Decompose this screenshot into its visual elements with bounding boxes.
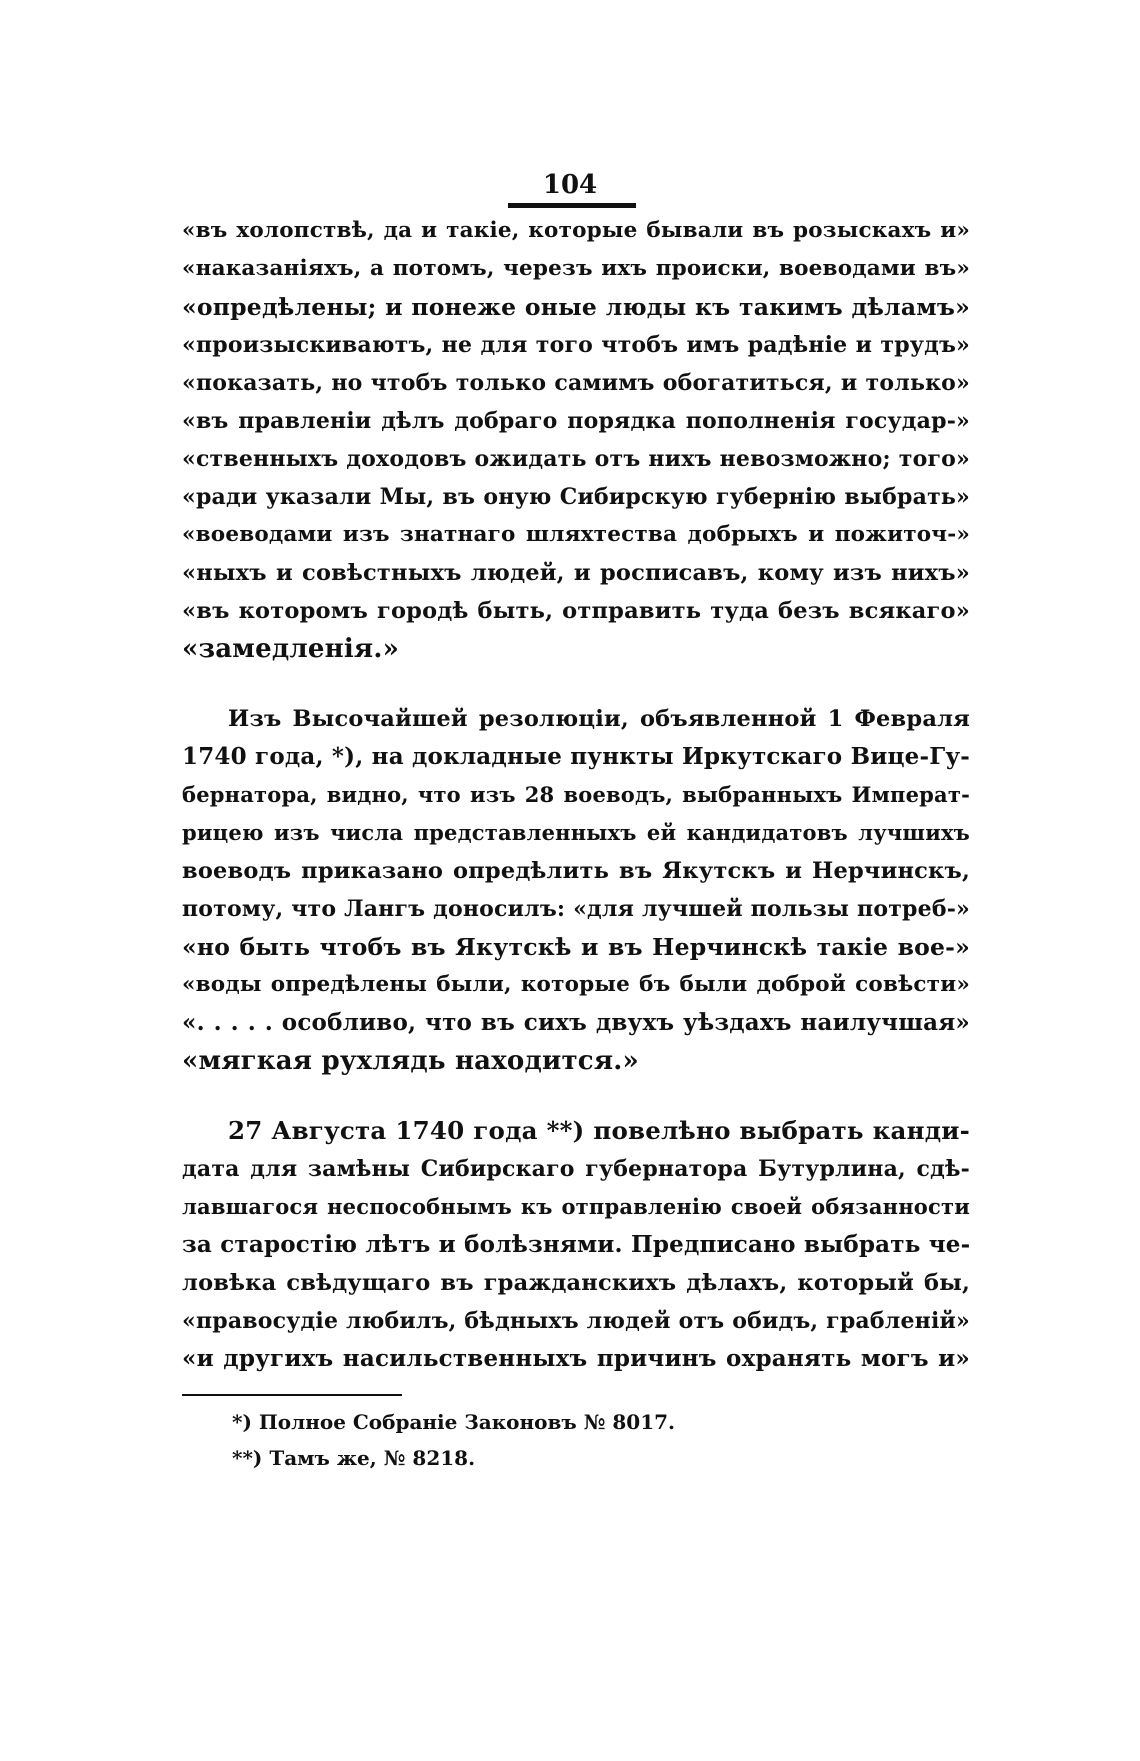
footnote-rule [182, 1394, 402, 1396]
page-number: 104 [542, 170, 598, 200]
text-line: «воеводами изъ знатнаго шляхтества добрыхъ и пожиточ-» [182, 522, 970, 547]
header-rule [508, 203, 636, 208]
text-line: «ради указали Мы, въ оную Сибирскую губернію выбрать» [182, 484, 970, 510]
text-line: «мягкая рухлядь находится.» [182, 1046, 639, 1076]
text-line: потому, что Лангъ доносилъ: «для лучшей пользы потреб-» [182, 896, 970, 922]
text-line: «опредѣлены; и понеже оные люды къ такимъ дѣламъ» [182, 293, 970, 321]
text-line: рицею изъ числа представленныхъ ей кандидатовъ лучшихъ [182, 820, 970, 845]
text-line: бернатора, видно, что изъ 28 воеводъ, выбранныхъ Императ- [182, 782, 970, 807]
text-line: Изъ Высочайшей резолюціи, объявленной 1 Февраля [228, 706, 970, 732]
text-line: за старостію лѣтъ и болѣзнями. Предписано выбрать че- [182, 1231, 971, 1258]
text-line: «показать, но чтобъ только самимъ обогатиться, и только» [182, 370, 970, 396]
text-line: «въ правленіи дѣлъ добраго порядка пополненія государ-» [182, 408, 970, 434]
text-line: «воды опредѣлены были, которые бъ были доброй совѣсти» [182, 972, 970, 997]
text-line: «правосудіе любилъ, бѣдныхъ людей отъ обидъ, грабленій» [182, 1308, 970, 1334]
text-line: «ственныхъ доходовъ ожидать отъ нихъ невозможно; того» [182, 446, 970, 472]
text-line: «. . . . . особливо, что въ сихъ двухъ уѣздахъ наилучшая» [182, 1009, 970, 1036]
text-line: 1740 года, *), на докладные пункты Иркутскаго Вице-Гу- [182, 743, 970, 770]
text-line: лавшагося неспособнымъ къ отправленію своей обязанности [182, 1194, 970, 1219]
text-line: «ныхъ и совѣстныхъ людей, и росписавъ, кому изъ нихъ» [182, 560, 970, 586]
footnote: *) Полное Собраніе Законовъ № 8017. [232, 1410, 676, 1434]
text-line: 27 Августа 1740 года **) повелѣно выбрать канди- [228, 1116, 970, 1145]
text-line: «и другихъ насильственныхъ причинъ охранять могъ и» [182, 1345, 970, 1372]
text-line: «въ которомъ городѣ быть, отправить туда безъ всякаго» [182, 598, 970, 624]
text-line: «замедленія.» [182, 634, 400, 664]
footnote: **) Тамъ же, № 8218. [232, 1446, 476, 1470]
text-line: «въ холопствѣ, да и такіе, которые бывали въ розыскахъ и» [182, 218, 970, 243]
text-line: «произыскиваютъ, не для того чтобъ имъ радѣніе и трудъ» [182, 332, 970, 358]
text-line: «но быть чтобъ въ Якутскѣ и въ Нерчинскѣ такіе вое-» [182, 933, 970, 961]
text-line: ловѣка свѣдущаго въ гражданскихъ дѣлахъ, который бы, [182, 1270, 970, 1296]
text-line: «наказаніяхъ, а потомъ, черезъ ихъ происки, воеводами въ» [182, 256, 970, 281]
text-line: воеводъ приказано опредѣлить въ Якутскъ и Нерчинскъ, [182, 858, 970, 884]
text-line: дата для замѣны Сибирскаго губернатора Бутурлина, сдѣ- [182, 1156, 970, 1182]
